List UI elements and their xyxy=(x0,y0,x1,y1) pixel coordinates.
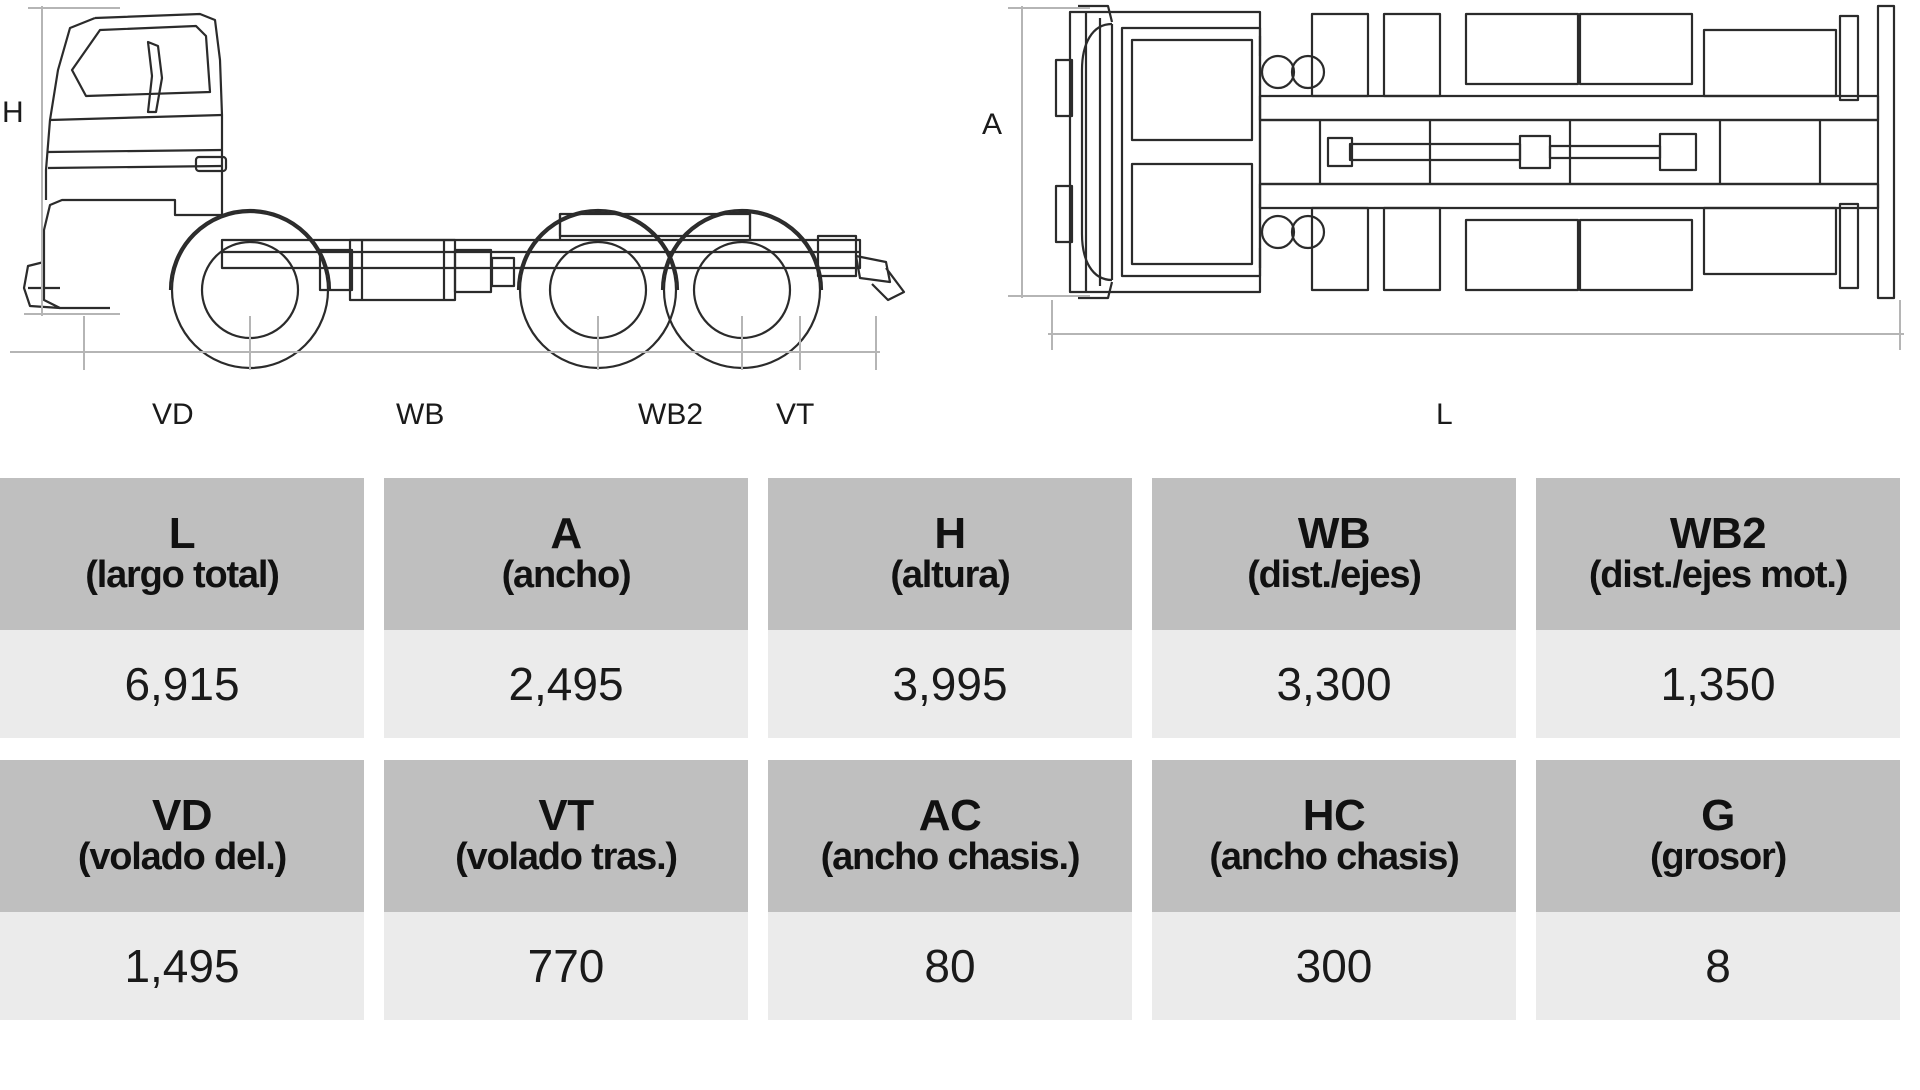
dimension-label-vd: VD xyxy=(152,398,194,431)
spec-value-a: 2,495 xyxy=(384,630,748,738)
spec-code-vd: VD xyxy=(151,791,213,841)
spec-value-cell-h xyxy=(768,630,1132,738)
dimension-label-wb: WB xyxy=(396,398,445,431)
spec-code-a: A xyxy=(550,509,582,559)
spec-cell-wb2 xyxy=(1536,478,1900,630)
spec-value-cell-wb xyxy=(1152,630,1516,738)
spec-cell-a xyxy=(384,478,748,630)
table-row-spacer xyxy=(0,738,1920,760)
spec-value-vt: 770 xyxy=(384,912,748,1020)
spec-value-l: 6,915 xyxy=(0,630,364,738)
spec-code-hc: HC xyxy=(1302,791,1366,841)
spec-cell-h xyxy=(768,478,1132,630)
spec-cell-l xyxy=(0,478,364,630)
spec-value-cell-vt xyxy=(384,912,748,1020)
spec-header-vd xyxy=(0,760,364,912)
technical-drawings xyxy=(0,0,1920,470)
spec-value-cell-vd xyxy=(0,912,364,1020)
spec-value-h: 3,995 xyxy=(768,630,1132,738)
spec-header-a xyxy=(384,478,748,630)
dimension-label-a: A xyxy=(982,108,1003,141)
spec-code-ac: AC xyxy=(918,791,982,841)
spec-header-row-1 xyxy=(0,478,1920,630)
spec-desc-h: (altura) xyxy=(890,554,1010,597)
spec-value-cell-wb2 xyxy=(1536,630,1900,738)
dimension-label-h: H xyxy=(2,96,24,129)
spec-desc-wb: (dist./ejes) xyxy=(1247,554,1421,597)
spec-cell-vt xyxy=(384,760,748,912)
spec-header-hc xyxy=(1152,760,1516,912)
spec-value-g: 8 xyxy=(1536,912,1900,1020)
spec-desc-l: (largo total) xyxy=(85,554,279,597)
spec-code-h: H xyxy=(934,509,966,559)
spec-header-g xyxy=(1536,760,1900,912)
spec-code-g: G xyxy=(1701,791,1735,841)
spec-header-vt xyxy=(384,760,748,912)
spec-desc-a: (ancho) xyxy=(501,554,631,597)
spec-code-wb2: WB2 xyxy=(1669,509,1767,559)
spec-value-cell-g xyxy=(1536,912,1900,1020)
side-view-drawing xyxy=(0,0,960,470)
spec-header-wb2 xyxy=(1536,478,1900,630)
dimension-label-wb2: WB2 xyxy=(638,398,704,431)
spec-desc-g: (grosor) xyxy=(1649,836,1787,879)
spec-desc-wb2: (dist./ejes mot.) xyxy=(1588,554,1848,597)
top-view-drawing xyxy=(960,0,1920,470)
spec-header-l xyxy=(0,478,364,630)
dimension-label-l: L xyxy=(1436,398,1453,431)
spec-value-wb2: 1,350 xyxy=(1536,630,1900,738)
specifications-table xyxy=(0,478,1920,1020)
spec-cell-wb xyxy=(1152,478,1516,630)
spec-cell-vd xyxy=(0,760,364,912)
spec-code-l: L xyxy=(168,509,196,559)
spec-value-cell-a xyxy=(384,630,748,738)
spec-header-wb xyxy=(1152,478,1516,630)
spec-desc-vd: (volado del.) xyxy=(77,836,287,879)
spec-value-cell-ac xyxy=(768,912,1132,1020)
spec-value-vd: 1,495 xyxy=(0,912,364,1020)
spec-value-hc: 300 xyxy=(1152,912,1516,1020)
spec-header-ac xyxy=(768,760,1132,912)
spec-code-vt: VT xyxy=(538,791,594,841)
spec-desc-ac: (ancho chasis.) xyxy=(820,836,1080,879)
spec-code-wb: WB xyxy=(1297,509,1371,559)
spec-cell-g xyxy=(1536,760,1900,912)
spec-desc-hc: (ancho chasis) xyxy=(1209,836,1459,879)
spec-desc-vt: (volado tras.) xyxy=(455,836,677,879)
spec-cell-hc xyxy=(1152,760,1516,912)
spec-value-cell-hc xyxy=(1152,912,1516,1020)
dimension-label-vt: VT xyxy=(776,398,815,431)
spec-header-row-2 xyxy=(0,760,1920,912)
spec-value-cell-l xyxy=(0,630,364,738)
spec-header-h xyxy=(768,478,1132,630)
spec-value-wb: 3,300 xyxy=(1152,630,1516,738)
spec-value-ac: 80 xyxy=(768,912,1132,1020)
spec-value-row-1 xyxy=(0,630,1920,738)
spec-cell-ac xyxy=(768,760,1132,912)
spec-value-row-2 xyxy=(0,912,1920,1020)
